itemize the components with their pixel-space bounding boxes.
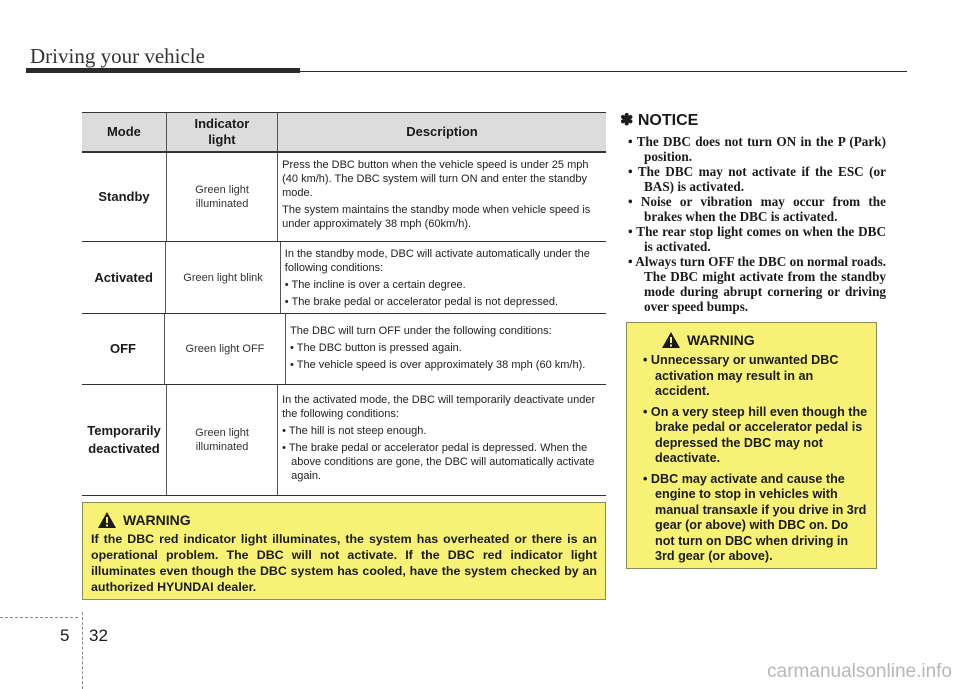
section-number: 5	[60, 626, 70, 645]
description-text: The DBC will turn OFF under the following conditions:	[290, 325, 552, 337]
warning-triangle-icon	[97, 511, 117, 529]
overheat-warning-box	[82, 502, 606, 600]
warning-text: If the DBC red indicator light illuminates, the system has overheated or there is an operational problem. The DBC will not activate. If the DBC red indicator light illuminates even though the DBC system has cooled, have the system checked by an authorized HYUNDAI dealer.	[91, 532, 597, 594]
warning-title: WARNING	[687, 332, 755, 348]
description-cell	[277, 153, 606, 241]
notice-section	[620, 110, 886, 314]
dbc-mode-table	[82, 112, 606, 496]
description-bullet: • The brake pedal or accelerator pedal is depressed. When the above conditions are gone, the DBC will automatically activate again.	[282, 442, 595, 482]
warning-triangle-icon	[661, 331, 681, 349]
description-bullet: • The DBC button is pressed again.	[290, 342, 462, 354]
description-text: In the activated mode, the DBC will temporarily deactivate under the following conditions:	[282, 394, 596, 420]
table-row	[82, 314, 606, 385]
notice-title: ✽ NOTICE	[620, 112, 699, 129]
table-row	[82, 153, 606, 242]
warning-title: WARNING	[123, 512, 191, 528]
header-rule	[300, 71, 907, 72]
page-number: 32	[89, 626, 108, 645]
description-bullet: • The vehicle speed is over approximately 38 mph (60 km/h).	[290, 359, 586, 371]
notice-item: • Always turn OFF the DBC on normal roads. The DBC might activate from the standby mode during abrupt cornering or driving over speed bumps.	[628, 254, 886, 314]
table-row	[82, 242, 606, 314]
notice-item: • The rear stop light comes on when the DBC is activated.	[628, 224, 886, 254]
mode-cell: Temporarily deactivated	[87, 423, 161, 456]
col-header-indicator: Indicator light	[166, 113, 277, 151]
notice-item: • The DBC may not activate if the ESC (or BAS) is activated.	[628, 164, 886, 194]
description-cell	[285, 314, 606, 384]
notice-item: • Noise or vibration may occur from the brakes when the DBC is activated.	[628, 194, 886, 224]
description-bullet: • The hill is not steep enough.	[282, 425, 427, 437]
description-bullet: • The brake pedal or accelerator pedal is not depressed.	[284, 296, 559, 308]
description-cell	[277, 385, 606, 495]
crop-mark-vertical	[82, 612, 84, 689]
description-text: In the standby mode, DBC will activate automatically under the following conditions:	[284, 248, 590, 274]
notice-item: • The DBC does not turn ON in the P (Park) position.	[628, 134, 886, 164]
indicator-cell: Green light blink	[165, 242, 279, 313]
dbc-warning-box	[626, 322, 877, 569]
col-header-mode: Mode	[106, 124, 141, 139]
table-row	[82, 385, 606, 496]
warning-heading	[661, 331, 868, 349]
description-text: Press the DBC button when the vehicle speed is under 25 mph (40 km/h). The DBC system will turn ON and enter the standby mode.	[282, 159, 589, 199]
header-bar	[26, 68, 300, 73]
warning-item: • DBC may activate and cause the engine to stop in vehicles with manual transaxle if you drive in 3rd gear (or above) with DBC on. Do not turn on DBC when driving in 3rd gear (or above).	[643, 471, 867, 563]
page-header-title: Driving your vehicle	[30, 44, 205, 68]
col-header-description: Description	[277, 113, 606, 151]
mode-cell: OFF	[109, 341, 136, 356]
mode-cell: Activated	[94, 269, 153, 285]
description-cell	[280, 242, 606, 313]
mode-cell: Standby	[98, 189, 150, 204]
description-text: The system maintains the standby mode when vehicle speed is under approximately 38 mph (60km/h).	[282, 204, 591, 230]
watermark: carmanualsonline.info	[767, 661, 952, 682]
table-header	[82, 112, 606, 153]
warning-heading	[97, 511, 597, 529]
crop-mark-horizontal	[0, 617, 78, 619]
indicator-cell: Green light illuminated	[166, 153, 277, 241]
indicator-cell: Green light OFF	[164, 314, 285, 384]
description-bullet: • The incline is over a certain degree.	[284, 279, 466, 291]
warning-item: • Unnecessary or unwanted DBC activation may result in an accident.	[643, 353, 839, 398]
warning-item: • On a very steep hill even though the brake pedal or accelerator pedal is depressed the DBC may not deactivate.	[643, 404, 868, 465]
warning-list	[635, 353, 868, 565]
indicator-cell: Green light illuminated	[166, 385, 277, 495]
